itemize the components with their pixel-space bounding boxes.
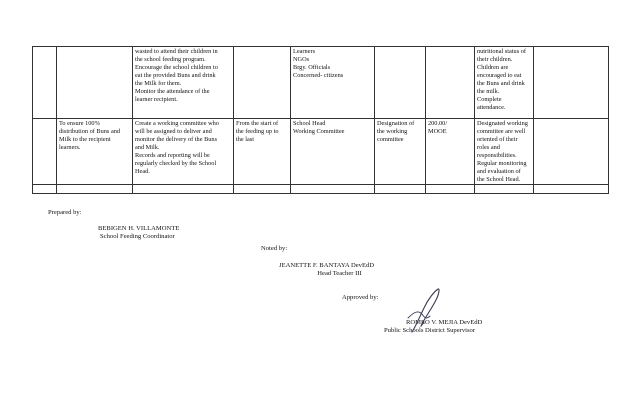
persons-cell: School Head Working Committee: [291, 119, 375, 185]
budget-cell: [426, 185, 475, 194]
output-cell: [375, 185, 426, 194]
noted-by-label: Noted by:: [261, 245, 288, 252]
table-row: [33, 185, 609, 194]
remarks-cell: [534, 47, 609, 119]
table-row: [33, 119, 609, 185]
budget-cell: 200.00/ MOOE: [426, 119, 475, 185]
handwritten-signature-icon: [404, 286, 448, 338]
activity-cell: wasted to attend their children in the school feeding program. Encourage the school children to eat the provided Buns and drink the Milk for them. Monitor the attendance of the learner recipient.: [133, 47, 234, 119]
indicator-cell: nutritional status of their children. Children are encouraged to eat the Buns and drink the milk. Complete attendance.: [475, 47, 534, 119]
noter-name: JEANETTE F. BANTAYA DevEdD: [279, 262, 375, 269]
budget-cell: [426, 47, 475, 119]
timeframe-cell: From the start of the feeding up to the last: [234, 119, 291, 185]
remarks-cell: [534, 185, 609, 194]
objective-cell: [57, 47, 133, 119]
activity-cell: [133, 185, 234, 194]
row-margin-cell: [33, 47, 57, 119]
approver-name: ROMEO V. MEJIA DevEdD: [406, 319, 483, 326]
row-margin-cell: [33, 185, 57, 194]
noter-title: Head Teacher III: [317, 270, 362, 277]
approved-by-label: Approved by:: [342, 294, 379, 301]
preparer-title: School Feeding Coordinator: [100, 233, 175, 240]
indicator-cell: [475, 185, 534, 194]
table-row: [33, 47, 609, 119]
prepared-by-label: Prepared by:: [48, 209, 82, 216]
approver-title: Public Schools District Supervisor: [384, 327, 476, 334]
output-cell: [375, 47, 426, 119]
activity-cell: Create a working committee who will be assigned to deliver and monitor the delivery of the Buns and Milk. Records and reporting will be regularly checked by the School Head.: [133, 119, 234, 185]
indicator-cell: Designated working committee are well oriented of their roles and responsibilities. Regular monitoring and evaluation of the School Head.: [475, 119, 534, 185]
row-margin-cell: [33, 119, 57, 185]
timeframe-cell: [234, 185, 291, 194]
remarks-cell: [534, 119, 609, 185]
objective-cell: To ensure 100% distribution of Buns and Milk to the recipient learners.: [57, 119, 133, 185]
objective-cell: [57, 185, 133, 194]
persons-cell: Learners NGOs Brgy. Officials Concerned- citizens: [291, 47, 375, 119]
persons-cell: [291, 185, 375, 194]
implementation-plan-table: [32, 46, 609, 194]
timeframe-cell: [234, 47, 291, 119]
output-cell: Designation of the working committee: [375, 119, 426, 185]
preparer-name: BEBIGEN H. VILLAMONTE: [98, 225, 180, 232]
